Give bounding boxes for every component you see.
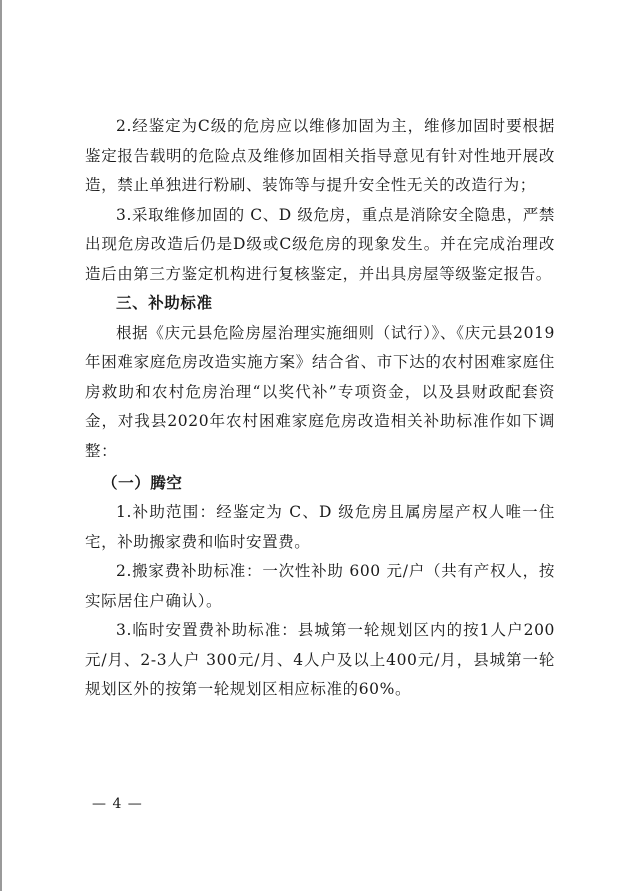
section-heading-subsidy-standard: 三、补助标准 (116, 294, 213, 312)
paragraph-cd-level-repair: 3.采取维修加固的 C、D 级危房，重点是消除安全隐患，严禁出现危房改造后仍是D级或C级危房的现象发生。并在完成治理改造后由第三方鉴定机构进行复核鉴定，并出具房屋等级鉴定报告。 (85, 205, 555, 283)
paragraph-temporary-housing-fee: 3.临时安置费补助标准：县城第一轮规划区内的按1人户200元/月、2-3人户 300元/月、4人户及以上400元/月，县城第一轮规划区外的按第一轮规划区相应标准的60%。 (85, 621, 555, 698)
paragraph-moving-fee: 2.搬家费补助标准：一次性补助 600 元/户（共有产权人，按实际居住户确认）。 (85, 562, 555, 610)
paragraph-c-level-repair: 2.经鉴定为C级的危房应以维修加固为主，维修加固时要根据鉴定报告载明的危险点及维修加固相关指导意见有针对性地开展改造，禁止单独进行粉刷、装饰等与提升安全性无关的改造行为； (85, 117, 555, 194)
page-number: — 4 — (92, 796, 143, 812)
paragraph-subsidy-scope: 1.补助范围：经鉴定为 C、D 级危房且属房屋产权人唯一住宅，补助搬家费和临时安置费。 (85, 503, 555, 551)
paragraph-subsidy-basis: 根据《庆元县危险房屋治理实施细则（试行）》、《庆元县2019年困难家庭危房改造实施方案》结合省、市下达的农村困难家庭住房救助和农村危房治理“以奖代补”专项资金，以及县财政配套资金，对我县2020年农村困难家庭危房改造相关补助标准作如下调整： (85, 323, 555, 460)
document-body (85, 112, 555, 705)
page-left-edge (0, 0, 2, 891)
subsection-heading-vacate: （一）腾空 (102, 473, 183, 492)
